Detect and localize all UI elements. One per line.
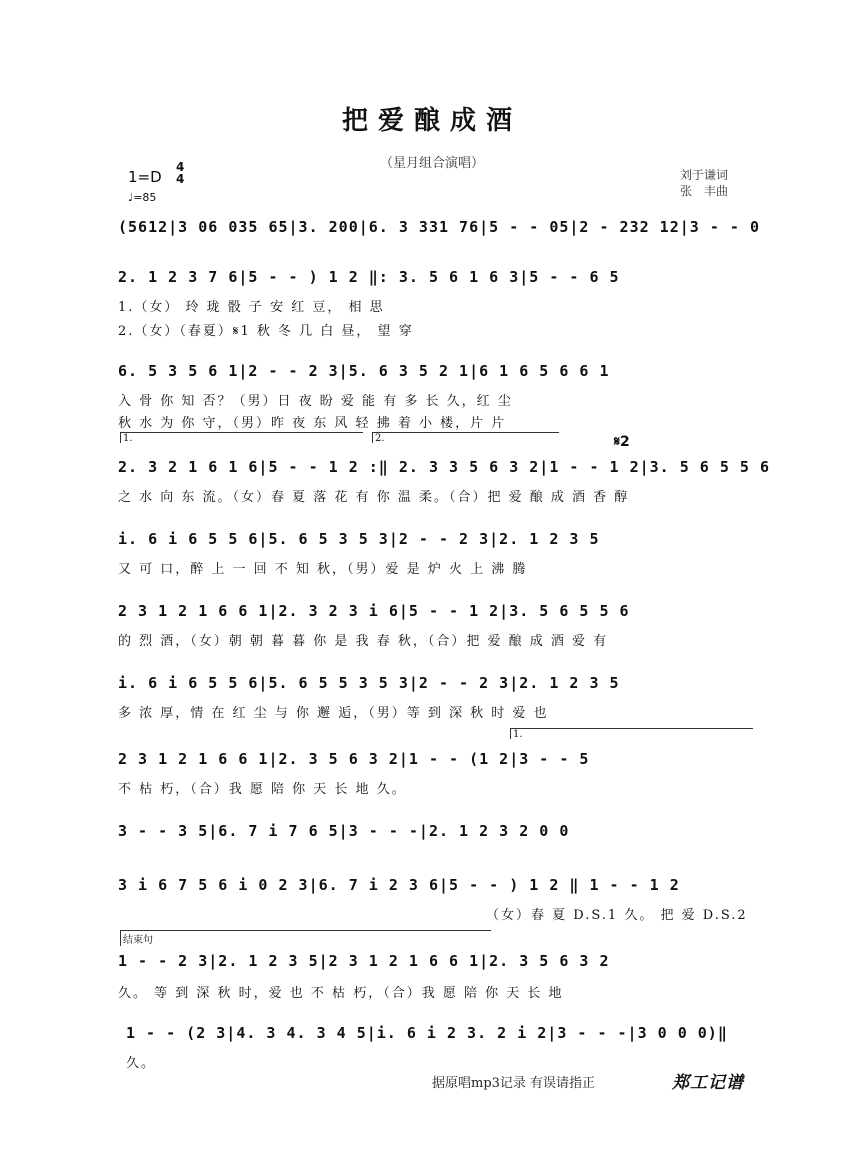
score-row-intro: (5612|3 06 035 65|3. 200|6. 3 331 76|5 - - 05|2 - 232 12|3 - - 0: [118, 218, 760, 236]
volta-first-ending-coda: 1.: [510, 728, 753, 739]
score-row-3: 6. 5 3 5 6 1|2 - - 2 3|5. 6 3 5 2 1|6 1 6 5 6 6 1: [118, 362, 610, 380]
lyric-line-11: 久。 等 到 深 秋 时，爱 也 不 枯 朽，（合）我 愿 陪 你 天 长 地: [118, 986, 564, 1001]
lyric-line-3b: 秋 水 为 你 守，（男）昨 夜 东 风 轻 拂 着 小 楼，片 片: [118, 416, 507, 431]
tempo-marking: ♩=85: [128, 191, 157, 204]
score-row-10: 3 i 6 7 5 6 i 0 2 3|6. 7 i 2 3 6|5 - - ) 1 2 ‖ 1 - - 1 2: [118, 876, 680, 894]
time-signature-top: 4: [176, 160, 185, 174]
lyric-line-8: 不 枯 朽，（合）我 愿 陪 你 天 长 地 久。: [118, 782, 407, 797]
lyric-line-4: 之 水 向 东 流。（女）春 夏 落 花 有 你 温 柔。（合）把 爱 酿 成 酒 香 醇: [118, 490, 630, 505]
lyric-line-10: （女）春 夏 D.S.1 久。 把 爱 D.S.2: [486, 908, 748, 923]
volta-first-ending: 1.: [120, 432, 363, 443]
score-row-6: 2 3 1 2 1 6 6 1|2. 3 2 3 i 6|5 - - 1 2|3. 5 6 5 5 6: [118, 602, 630, 620]
lyric-line-5: 又 可 口，醉 上 一 回 不 知 秋，（男）爱 是 炉 火 上 沸 腾: [118, 562, 528, 577]
segno-2-mark: 𝄋2: [614, 434, 630, 450]
lyric-line-final: 久。: [126, 1056, 157, 1071]
performer-credit: （星月组合演唱）: [379, 156, 484, 171]
composer-credit: 张 丰曲: [680, 184, 729, 198]
volta-second-ending: 2.: [372, 432, 559, 443]
lyric-line-verse1: 1.（女） 玲 珑 骰 子 安 红 豆， 相 思: [118, 300, 385, 315]
key-signature: 1=D: [128, 168, 162, 186]
score-row-9: 3 - - 3 5|6. 7 i 7 6 5|3 - - -|2. 1 2 3 2 0 0: [118, 822, 570, 840]
lyric-line-3a: 入 骨 你 知 否？（男）日 夜 盼 爱 能 有 多 长 久，红 尘: [118, 394, 513, 409]
score-row-4: 2. 3 2 1 6 1 6|5 - - 1 2 :‖ 2. 3 3 5 6 3 2|1 - - 1 2|3. 5 6 5 5 6: [118, 458, 770, 476]
lyric-line-6: 的 烈 酒，（女）朝 朝 暮 暮 你 是 我 春 秋，（合）把 爱 酿 成 酒 爱 有: [118, 634, 609, 649]
time-signature: [176, 161, 184, 185]
score-row-final: 1 - - (2 3|4. 3 4. 3 4 5|i. 6 i 2 3. 2 i 2|3 - - -|3 0 0 0)‖: [126, 1024, 728, 1042]
score-row-2: 2. 1 2 3 7 6|5 - - ) 1 2 ‖: 3. 5 6 1 6 3|5 - - 6 5: [118, 268, 620, 286]
score-row-5: i. 6 i 6 5 5 6|5. 6 5 3 5 3|2 - - 2 3|2. 1 2 3 5: [118, 530, 600, 548]
ending-section-label: 结束句: [120, 930, 491, 946]
lyric-line-verse2: 2.（女）（春夏）𝄋1 秋 冬 几 白 昼， 望 穿: [118, 324, 414, 339]
score-row-8: 2 3 1 2 1 6 6 1|2. 3 5 6 3 2|1 - - (1 2|3 - - 5: [118, 750, 590, 768]
transcription-note: 据原唱mp3记录 有误请指正: [432, 1076, 596, 1091]
lyricist-credit: 刘于谦词: [680, 168, 729, 182]
score-row-7: i. 6 i 6 5 5 6|5. 6 5 5 3 5 3|2 - - 2 3|2. 1 2 3 5: [118, 674, 620, 692]
lyric-line-7: 多 浓 厚，情 在 红 尘 与 你 邂 逅，（男）等 到 深 秋 时 爱 也: [118, 706, 549, 721]
song-title: 把爱酿成酒: [341, 106, 522, 136]
time-signature-bottom: 4: [176, 172, 185, 186]
transcriber-stamp: 郑工记谱: [672, 1073, 744, 1093]
score-row-11: 1 - - 2 3|2. 1 2 3 5|2 3 1 2 1 6 6 1|2. 3 5 6 3 2: [118, 952, 610, 970]
